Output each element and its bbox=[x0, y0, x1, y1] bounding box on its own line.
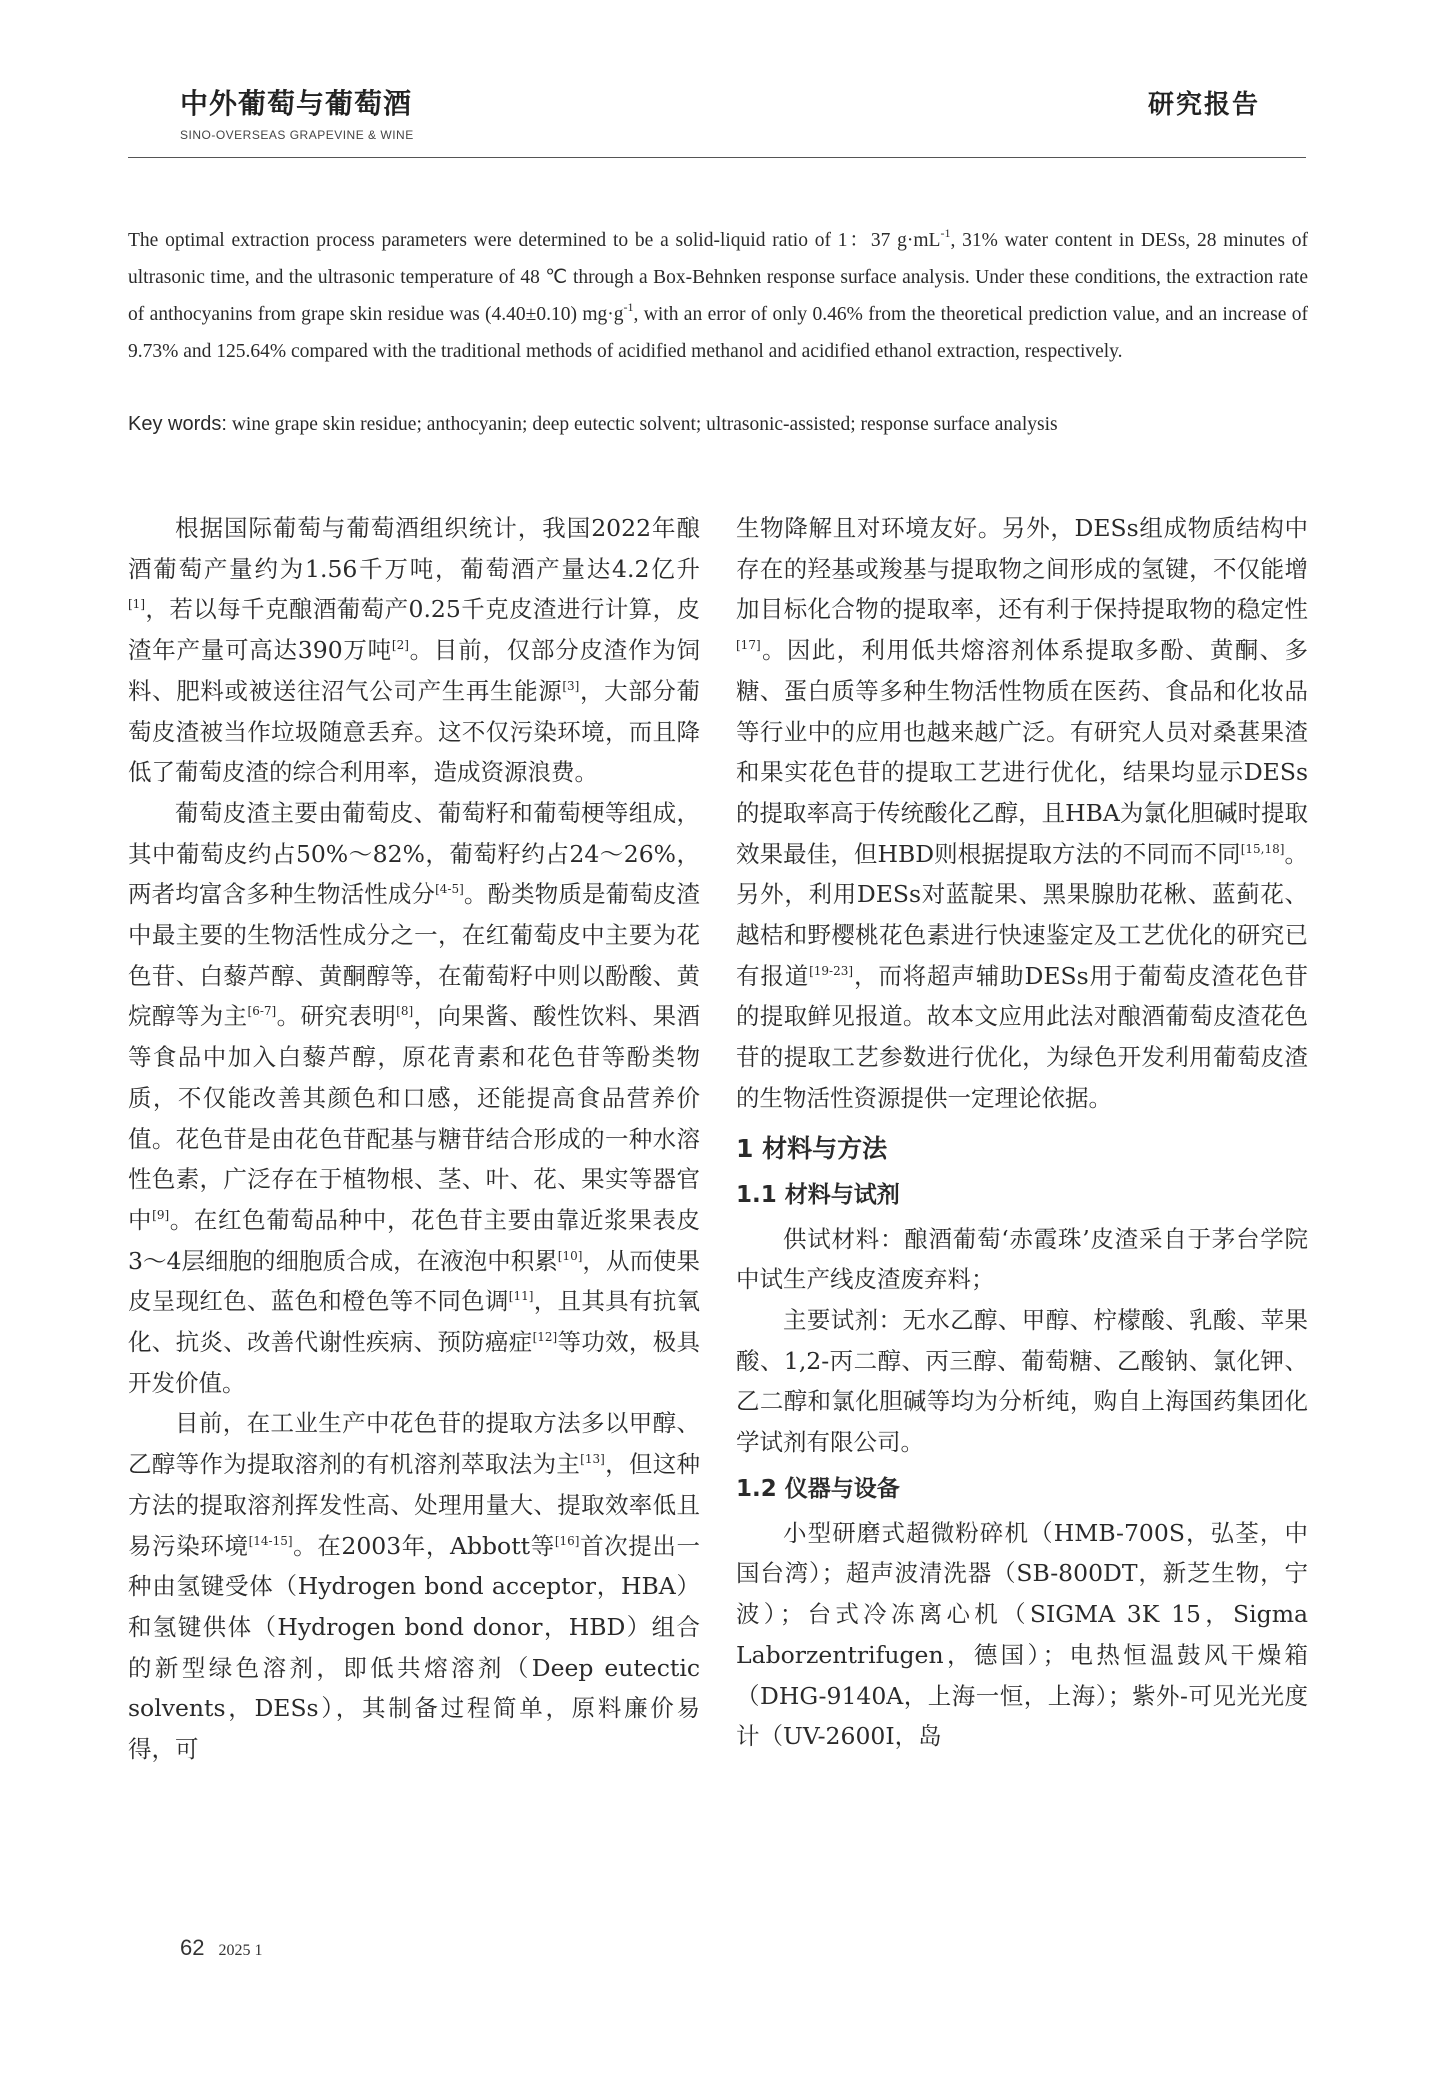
citation: [10] bbox=[557, 1248, 583, 1263]
paragraph: 小型研磨式超微粉碎机（HMB-700S，弘荃，中国台湾）；超声波清洗器（SB-800DT，新芝生物，宁波）；台式冷冻离心机（SIGMA 3K 15，Sigma Laborzentrifugen，德国）；电热恒温鼓风干燥箱（DHG-9140A，上海一恒，上海）；紫外-可见光光度计（UV-2600I，岛 bbox=[736, 1518, 1308, 1751]
paragraph: 生物降解且对环境友好。另外，DESs组成物质结构中存在的羟基或羧基与提取物之间形成的氢键，不仅能增加目标化合物的提取率，还有利于保持提取物的稳定性[17]。因此，利用低共熔溶剂体系提取多酚、黄酮、多糖、蛋白质等多种生物活性物质在医药、食品和化妆品等行业中的应用也越来越广泛。有研究人员对桑葚果渣和果实花色苷的提取工艺进行优化，结果均显示DESs的提取率高于传统酸化乙醇，且HBA为氯化胆碱时提取效果最佳，但HBD则根据提取方法的不同而不同[15,18]。另外，利用DESs对蓝靛果、黑果腺肋花楸、蓝蓟花、越桔和野樱桃花色素进行快速鉴定及工艺优化的研究已有报道[19-23]，而将超声辅助DESs用于葡萄皮渣花色苷的提取鲜见报道。故本文应用此法对酿酒葡萄皮渣花色苷的提取工艺参数进行优化，为绿色开发利用葡萄皮渣的生物活性资源提供一定理论依据。 bbox=[736, 514, 1309, 1112]
journal-subtitle: SINO-OVERSEAS GRAPEVINE & WINE bbox=[180, 128, 414, 142]
abstract-part: The optimal extraction process parameters were determined to be a solid-liquid ratio of 1：37 g·mL bbox=[128, 230, 941, 251]
abstract-sup: -1 bbox=[623, 300, 634, 314]
citation: [17] bbox=[736, 638, 761, 653]
citation: [9] bbox=[152, 1207, 170, 1222]
keywords bbox=[128, 406, 1308, 443]
section-heading: 1 材料与方法 bbox=[736, 1133, 888, 1163]
paragraph: 目前，在工业生产中花色苷的提取方法多以甲醇、乙醇等作为提取溶剂的有机溶剂萃取法为主[13]，但这种方法的提取溶剂挥发性高、处理用量大、提取效率低且易污染环境[14-15]。在2003年，Abbott等[16]首次提出一种由氢键受体（Hydrogen bond acceptor，HBA）和氢键供体（Hydrogen bond donor，HBD）组合的新型绿色溶剂，即低共熔溶剂（Deep eutectic solvents，DESs），其制备过程简单，原料廉价易得，可 bbox=[128, 1409, 701, 1764]
abstract-text bbox=[128, 222, 1308, 370]
abstract-part: , with an error of only 0.46% from the theoretical prediction value, and an increase of 9.73% and 125.64% compared with the traditional methods of acidified methanol and acidified ethanol extraction, respectively. bbox=[128, 304, 1308, 362]
journal-header bbox=[180, 82, 414, 142]
citation: [19-23] bbox=[809, 963, 854, 978]
citation: [8] bbox=[396, 1004, 414, 1019]
citation: [6-7] bbox=[247, 1004, 277, 1019]
paragraph: 葡萄皮渣主要由葡萄皮、葡萄籽和葡萄梗等组成，其中葡萄皮约占50%～82%，葡萄籽约占24～26%，两者均富含多种生物活性成分[4-5]。酚类物质是葡萄皮渣中最主要的生物活性成分之一，在红葡萄皮中主要为花色苷、白藜芦醇、黄酮醇等，在葡萄籽中则以酚酸、黄烷醇等为主[6-7]。研究表明[8]，向果酱、酸性饮料、果酒等食品中加入白藜芦醇，原花青素和花色苷等酚类物质，不仅能改善其颜色和口感，还能提高食品营养价值。花色苷是由花色苷配基与糖苷结合形成的一种水溶性色素，广泛存在于植物根、茎、叶、花、果实等器官中[9]。在红色葡萄品种中，花色苷主要由靠近浆果表皮3～4层细胞的细胞质合成，在液泡中积累[10]，从而使果皮呈现红色、蓝色和橙色等不同色调[11]，且其具有抗氧化、抗炎、改善代谢性疾病、预防癌症[12]等功效，极具开发价值。 bbox=[128, 798, 701, 1397]
issue-label: 2025 1 bbox=[218, 1942, 263, 1959]
keywords-label: Key words: bbox=[128, 413, 227, 435]
citation: [3] bbox=[562, 678, 580, 693]
citation: [1] bbox=[128, 597, 145, 612]
left-column bbox=[128, 508, 700, 1770]
right-column bbox=[736, 508, 1308, 1757]
paragraph: 根据国际葡萄与葡萄酒组织统计，我国2022年酿酒葡萄产量约为1.56千万吨，葡萄酒产量达4.2亿升[1]，若以每千克酿酒葡萄产0.25千克皮渣进行计算，皮渣年产量可高达390万吨[2]。目前，仅部分皮渣作为饲料、肥料或被送往沼气公司产生再生能源[3]，大部分葡萄皮渣被当作垃圾随意丢弃。这不仅污染环境，而且降低了葡萄皮渣的综合利用率，造成资源浪费。 bbox=[128, 514, 701, 787]
page-number: 62 bbox=[180, 1935, 205, 1960]
journal-title: 中外葡萄与葡萄酒 bbox=[180, 87, 413, 120]
header-divider bbox=[128, 157, 1306, 158]
citation: [4-5] bbox=[435, 882, 464, 897]
subsection-heading: 1.2 仪器与设备 bbox=[736, 1475, 900, 1502]
paragraph: 供试材料：酿酒葡萄‘赤霞珠’皮渣采自于茅台学院中试生产线皮渣废弃料； bbox=[736, 1224, 1308, 1294]
abstract-sup: -1 bbox=[940, 226, 951, 240]
section-label: 研究报告 bbox=[1147, 90, 1260, 120]
subsection-heading: 1.1 材料与试剂 bbox=[736, 1181, 900, 1208]
citation: [2] bbox=[391, 638, 409, 653]
keywords-text: wine grape skin residue; anthocyanin; deep eutectic solvent; ultrasonic-assisted; response surface analysis bbox=[226, 414, 1058, 435]
citation: [14-15] bbox=[248, 1533, 293, 1548]
paragraph: 主要试剂：无水乙醇、甲醇、柠檬酸、乳酸、苹果酸、1,2-丙二醇、丙三醇、葡萄糖、乙酸钠、氯化钾、乙二醇和氯化胆碱等均为分析纯，购自上海国药集团化学试剂有限公司。 bbox=[736, 1305, 1308, 1457]
citation: [16] bbox=[554, 1533, 580, 1548]
page-footer bbox=[180, 1935, 262, 1961]
citation: [12] bbox=[532, 1330, 558, 1345]
citation: [15,18] bbox=[1240, 841, 1285, 856]
citation: [13] bbox=[580, 1452, 605, 1467]
abstract-part: , 31% water content in DESs, 28 minutes of ultrasonic time, and the ultrasonic temperature of 48 ℃ through a Box-Behnken response surface analysis. Under these conditions, the extraction rate of anthocyanins from grape skin residue was (4.40±0.10) mg·g bbox=[128, 230, 1308, 325]
citation: [11] bbox=[508, 1289, 534, 1304]
